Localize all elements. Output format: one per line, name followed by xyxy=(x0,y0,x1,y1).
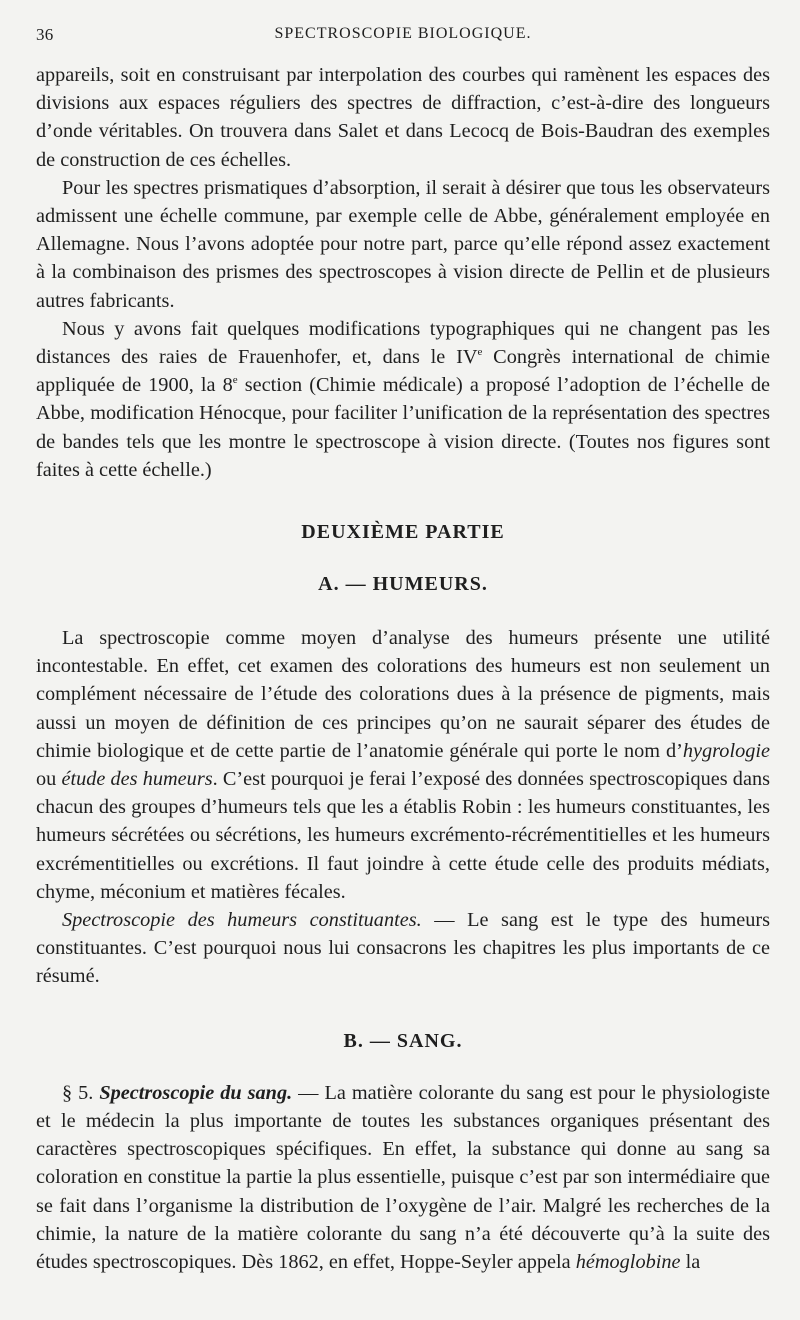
sang-tail: la xyxy=(680,1250,701,1273)
section-marker: § 5. xyxy=(62,1081,100,1104)
humeurs-constituantes-text: — Le sang est le type des humeurs constituantes. C’est pourquoi nous lui consacrons les chapitres les plus importants de ce résumé. xyxy=(36,909,771,988)
part-title: DEUXIÈME PARTIE xyxy=(301,521,505,544)
page-number: 36 xyxy=(36,25,54,44)
running-head xyxy=(36,25,770,61)
section-title-sang: B. — SANG. xyxy=(343,1029,463,1052)
paragraph-humeurs xyxy=(36,624,770,906)
paragraph-humeurs-constituantes xyxy=(36,906,770,991)
paragraph-modifications-text-3: section (Chimie médicale) a proposé l’adoption de l’échelle de Abbe, modification Hénocque, pour faciliter l’unification de la représentation des spectres de bandes tels que les montre le spectroscope à vision directe. (Toutes nos figures sont faites à cette échelle.) xyxy=(36,374,771,481)
humeurs-text-2: ou xyxy=(36,768,62,791)
superscript-e-2: e xyxy=(232,374,238,387)
running-title: SPECTROSCOPIE BIOLOGIQUE. xyxy=(274,25,532,42)
paragraph-sang xyxy=(36,1079,770,1276)
paragraph-spectres-prismatiques: Pour les spectres prismatiques d’absorption, il serait à désirer que tous les observateurs admissent une échelle commune, par exemple celle de Abbe, généralement employée en Allemagne. Nous l’avons adoptée pour notre part, parce qu’elle répond assez exactement à la combinaison des prismes des spectroscopes à vision directe de Pellin et de plusieurs autres fabricants. xyxy=(36,176,770,312)
etude-humeurs-italic: étude des humeurs xyxy=(61,768,213,791)
spectroscopie-sang-title: Spectroscopie du sang. xyxy=(99,1081,293,1104)
paragraph-modifications-text-1: Nous y avons fait quelques modifications typographiques qui ne changent pas les distances des raies de Frauenhofer, et, dans le IV xyxy=(36,317,770,369)
humeurs-constituantes-title: Spectroscopie des humeurs constituantes. xyxy=(62,909,422,932)
sang-text: — La matière colorante du sang est pour le physiologiste et le médecin la plus importante de toutes les substances organiques présentant des caractères spectroscopiques spécifiques. En effet, la substance qui donne au sang sa coloration en constitue la partie la plus essentielle, puisque c’est par son intermédiaire que se fait dans l’organisme la distribution de l’oxygène de l’air. Malgré les recherches de la chimie, la nature de la matière colorante du sang n’a été découverte qu’à la suite des études spectroscopiques. Dès 1862, en effet, Hoppe-Seyler appela xyxy=(36,1081,770,1273)
hygrologie-italic: hygrologie xyxy=(682,739,770,762)
section-title-humeurs: A. — HUMEURS. xyxy=(318,573,488,596)
hemoglobine-italic: hémoglobine xyxy=(575,1250,681,1273)
humeurs-text-1: La spectroscopie comme moyen d’analyse des humeurs présente une utilité incontestable. En effet, cet examen des colorations des humeurs est non seulement un complément nécessaire de l’étude des colorations dues à la présence de pigments, mais aussi un moyen de définition de ces principes qu’on ne saurait séparer des études de chimie biologique et de cette partie de l’anatomie générale qui porte le nom d’ xyxy=(36,627,770,762)
paragraph-modifications-text-2: Congrès international de chimie appliquée de 1900, la 8 xyxy=(36,346,770,397)
paragraph-modifications xyxy=(36,315,770,484)
superscript-e-1: e xyxy=(477,346,483,359)
humeurs-text-3: . C’est pourquoi je ferai l’exposé des données spectroscopiques dans chacun des groupes d’humeurs tels que les a établis Robin : les humeurs constituantes, les humeurs sécrétées ou sécrétions, les humeurs excrémento-récrémentitielles et les humeurs excrémentitielles ou excrétions. Il faut joindre à cette étude celle des produits médiats, chyme, méconium et matières fécales. xyxy=(36,768,770,903)
paragraph-echelles: appareils, soit en construisant par interpolation des courbes qui ramènent les espaces des divisions aux espaces réguliers des spectres de diffraction, c’est-à-dire des longueurs d’onde véritables. On trouvera dans Salet et dans Lecocq de Bois-Baudran des exemples de construction de ces échelles. xyxy=(36,64,770,171)
